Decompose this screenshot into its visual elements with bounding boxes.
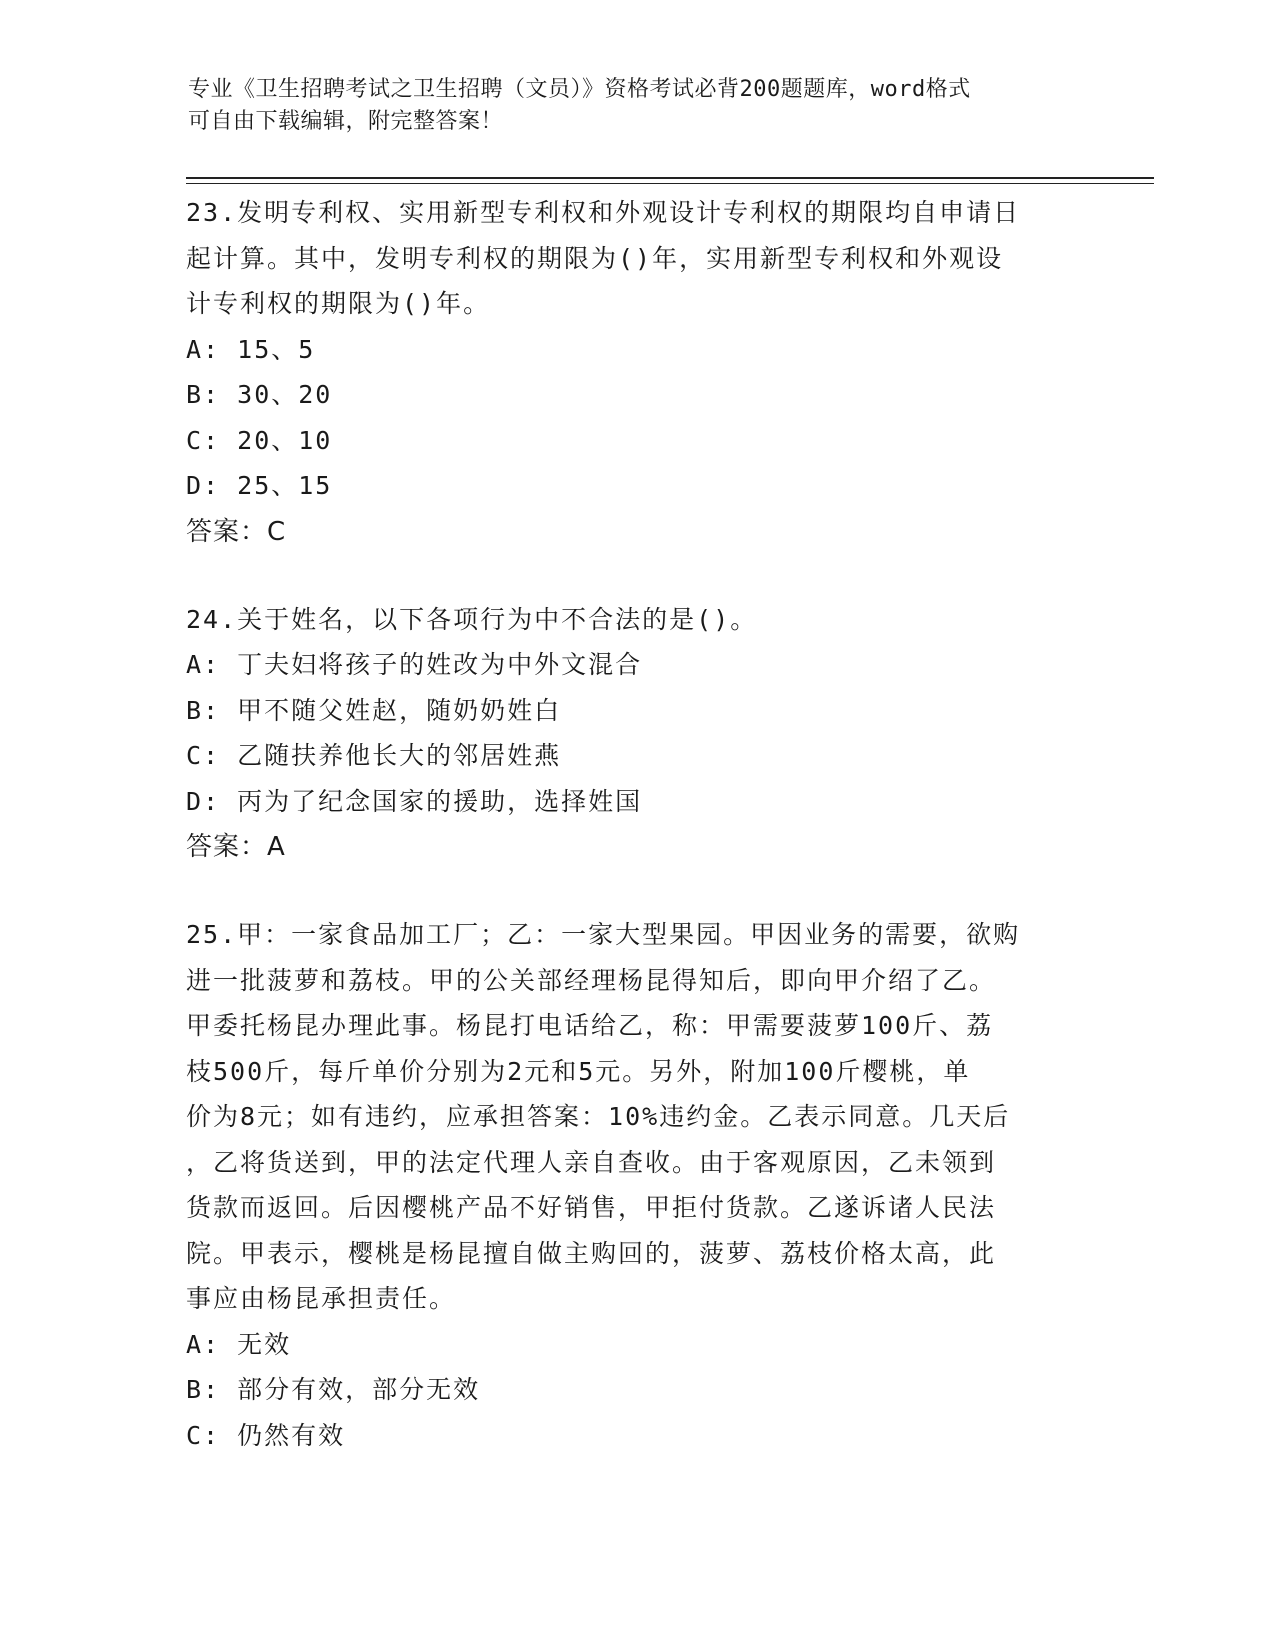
option-a: A: 无效 <box>186 1329 292 1359</box>
option-c: C: 仍然有效 <box>186 1420 346 1450</box>
question-line: 进一批菠萝和荔枝。甲的公关部经理杨昆得知后，即向甲介绍了乙。 <box>186 965 997 995</box>
option-a: A: 丁夫妇将孩子的姓改为中外文混合 <box>186 650 643 679</box>
question-line: 价为8元；如有违约，应承担答案：10%违约金。乙表示同意。几天后 <box>186 1102 1011 1131</box>
header-line: 可自由下载编辑，附完整答案！ <box>188 109 504 134</box>
document-header <box>188 74 1068 138</box>
option-b: B: 30、20 <box>186 380 333 409</box>
question-line: 货款而返回。后因樱桃产品不好销售，甲拒付货款。乙遂诉诸人民法 <box>186 1193 997 1222</box>
question-25 <box>186 912 1066 1458</box>
option-c: C: 20、10 <box>186 425 333 455</box>
answer-label: 答案：C <box>186 516 287 547</box>
question-24 <box>186 597 1066 871</box>
question-line: 院。甲表示，樱桃是杨昆擅自做主购回的，菠萝、荔枝价格太高，此 <box>186 1238 997 1268</box>
option-b: B: 甲不随父姓赵，随奶奶姓白 <box>186 695 562 725</box>
question-stem <box>186 597 1066 643</box>
option-c: C: 乙随扶养他长大的邻居姓燕 <box>186 741 562 770</box>
question-line: 23.发明专利权、实用新型专利权和外观设计专利权的期限均自申请日 <box>186 198 1021 227</box>
question-stem <box>186 912 1066 1322</box>
question-spacer <box>186 555 1066 597</box>
question-line: 枝500斤，每斤单价分别为2元和5元。另外，附加100斤樱桃，单 <box>186 1056 971 1086</box>
question-line: ，乙将货送到，甲的法定代理人亲自查收。由于客观原因，乙未领到 <box>186 1147 997 1177</box>
header-divider-thin <box>186 183 1154 184</box>
question-line: 事应由杨昆承担责任。 <box>186 1284 457 1313</box>
option-d: D: 25、15 <box>186 471 333 500</box>
question-line: 起计算。其中，发明专利权的期限为()年，实用新型专利权和外观设 <box>186 243 1004 273</box>
question-line: 25.甲：一家食品加工厂；乙：一家大型果园。甲因业务的需要，欲购 <box>186 920 1021 949</box>
question-23 <box>186 190 1066 555</box>
header-line: 专业《卫生招聘考试之卫生招聘（文员）》资格考试必背200题题库，word格式 <box>188 77 971 102</box>
question-line: 24.关于姓名，以下各项行为中不合法的是()。 <box>186 604 758 634</box>
question-stem <box>186 190 1066 327</box>
option-d: D: 丙为了纪念国家的援助，选择姓国 <box>186 786 643 816</box>
option-b: B: 部分有效，部分无效 <box>186 1375 481 1404</box>
header-divider-thick <box>186 177 1154 179</box>
question-spacer <box>186 870 1066 912</box>
question-list <box>186 190 1066 1458</box>
question-line: 计专利权的期限为()年。 <box>186 289 491 318</box>
option-a: A: 15、5 <box>186 334 316 364</box>
question-line: 甲委托杨昆办理此事。杨昆打电话给乙，称：甲需要菠萝100斤、荔 <box>186 1011 994 1040</box>
answer-label: 答案：A <box>186 832 286 862</box>
